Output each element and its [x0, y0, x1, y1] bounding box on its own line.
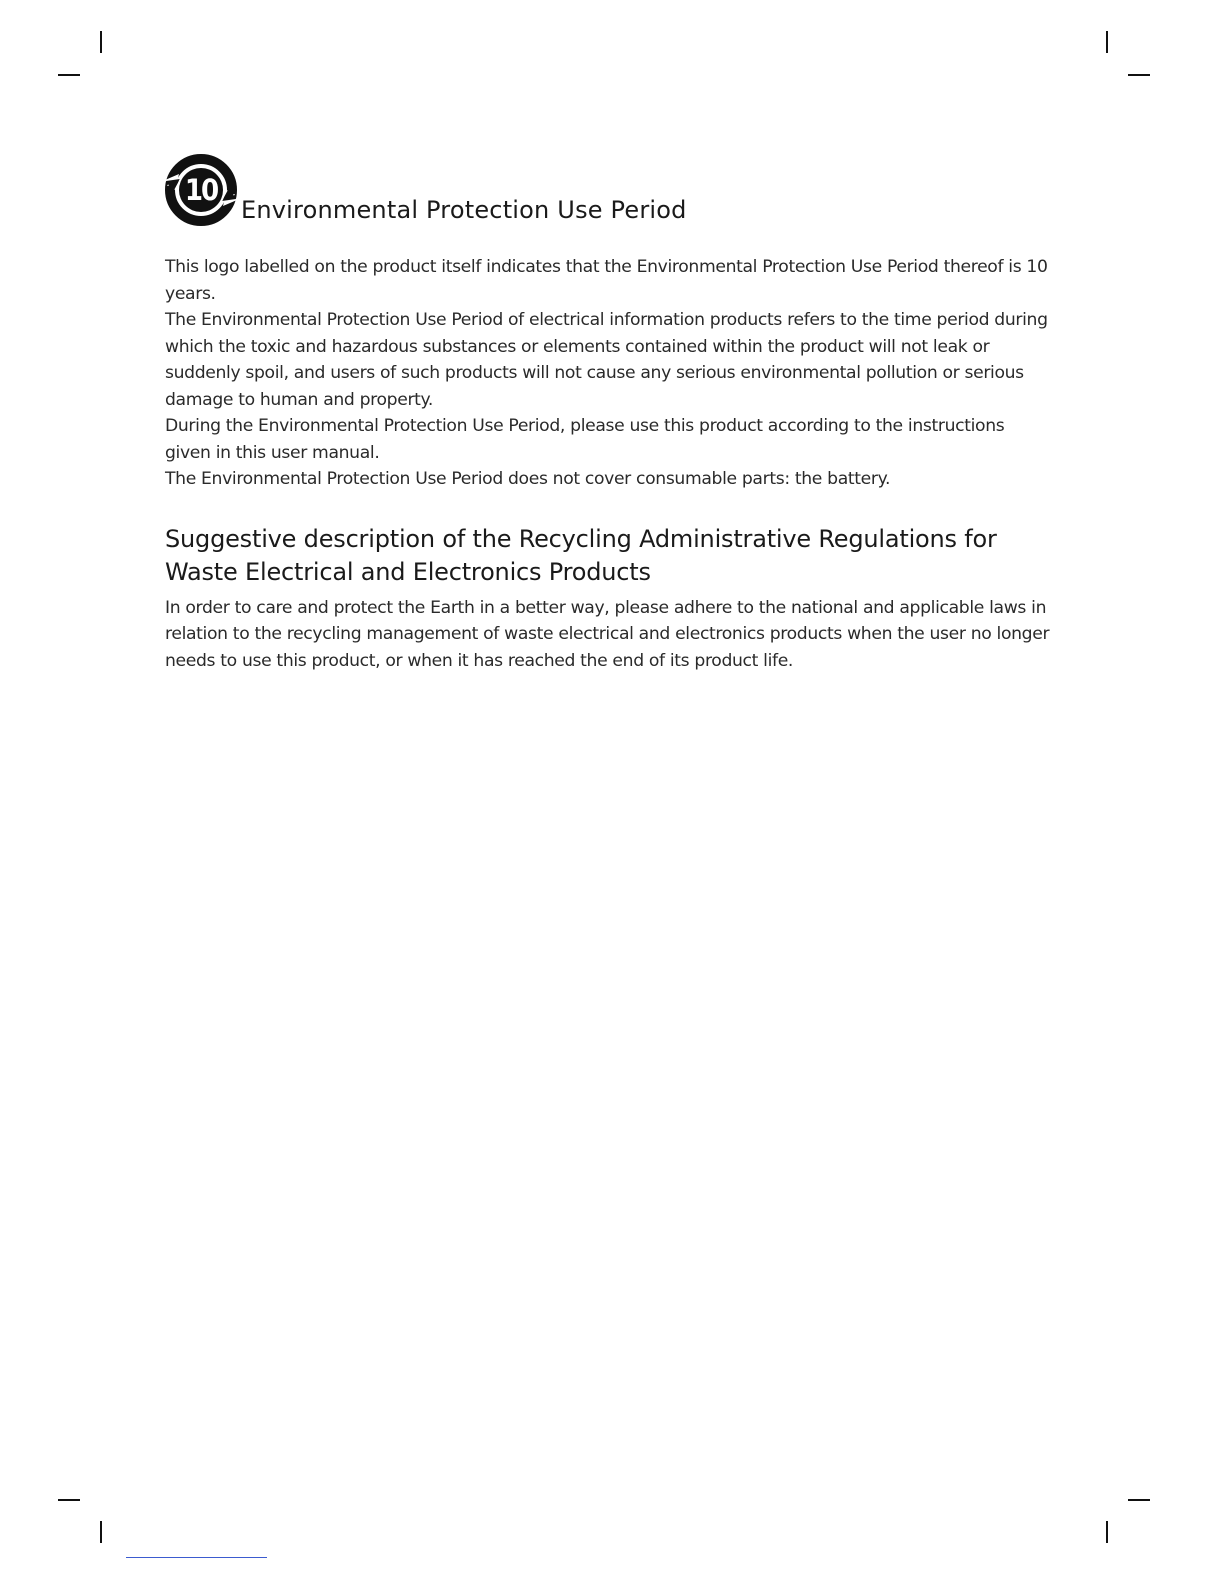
logo-number: 10	[184, 173, 218, 207]
section-1-header	[165, 150, 1055, 226]
crop-mark-bottom-right-horizontal	[1128, 1499, 1150, 1501]
section-2-paragraph-1: In order to care and protect the Earth in a better way, please adhere to the national and applicable laws in relation to the recycling management of waste electrical and electronics products when the user no longer needs to use this product, or when it has reached the end of its product life.	[165, 597, 1050, 671]
crop-mark-top-left-horizontal	[58, 74, 80, 76]
section-1-paragraph-2: The Environmental Protection Use Period of electrical information products refers to the time period during which the toxic and hazardous substances or elements contained within the product will not leak or suddenly spoil, and users of such products will not cause any serious environmental pollution or serious damage to human and property.	[165, 310, 1048, 410]
section-1-body	[165, 254, 1055, 493]
section-1-paragraph-1: This logo labelled on the product itself indicates that the Environmental Protection Use Period thereof is 10 years.	[165, 257, 1048, 304]
environmental-protection-use-period-icon	[165, 154, 241, 226]
crop-mark-bottom-left-vertical	[100, 1521, 102, 1543]
crop-mark-top-right-vertical	[1106, 31, 1108, 53]
section-1-title: Environmental Protection Use Period	[241, 196, 687, 224]
section-1-paragraph-3: During the Environmental Protection Use Period, please use this product according to the instructions given in this user manual.	[165, 416, 1005, 463]
crop-mark-top-right-horizontal	[1128, 74, 1150, 76]
document-content	[165, 150, 1055, 674]
section-2-body	[165, 595, 1055, 675]
crop-mark-top-left-vertical	[100, 31, 102, 53]
crop-mark-bottom-right-vertical	[1106, 1521, 1108, 1543]
section-2-title: Suggestive description of the Recycling Administrative Regulations for Waste Electrical and Electronics Products	[165, 524, 997, 586]
footer-rule	[126, 1557, 267, 1558]
crop-mark-bottom-left-horizontal	[58, 1499, 80, 1501]
section-1-paragraph-4: The Environmental Protection Use Period does not cover consumable parts: the battery.	[165, 469, 891, 489]
